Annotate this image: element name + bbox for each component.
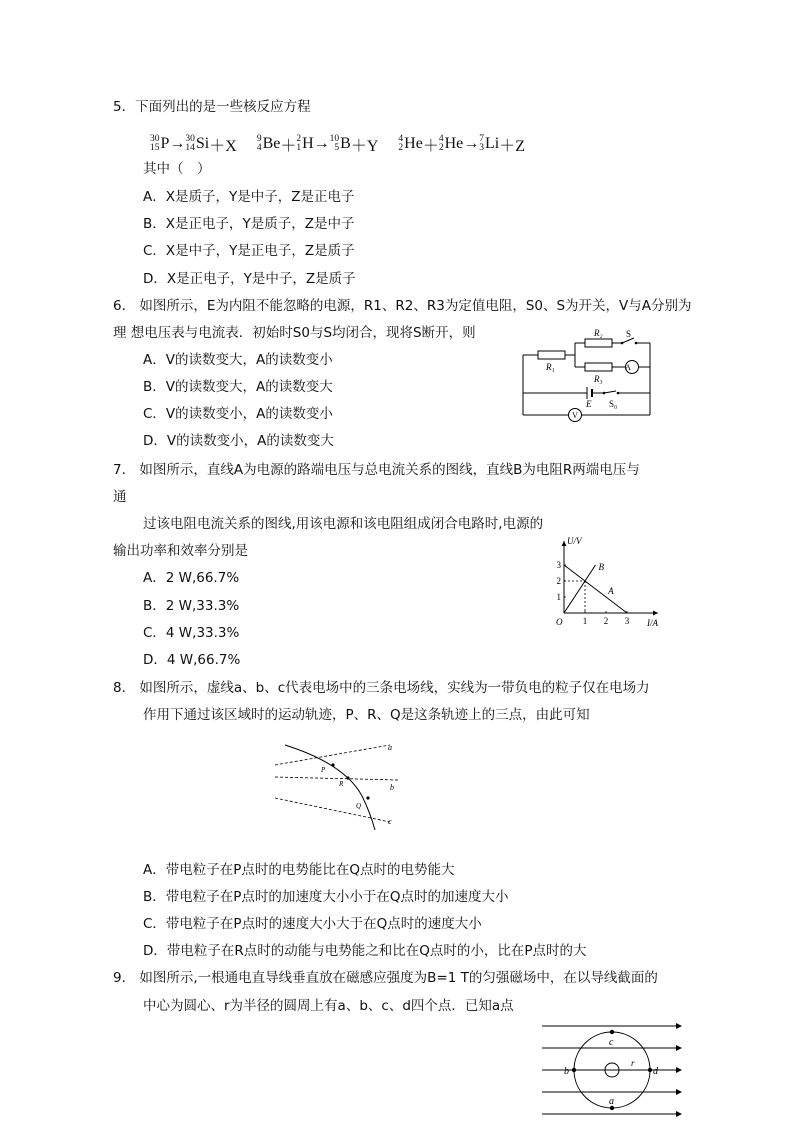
q7-ui-graph [550, 535, 665, 630]
q8-label-b: b [390, 783, 394, 792]
q7-stem-line4: 输出功率和效率分别是 [113, 543, 248, 559]
q7-x-tick-label-1: 1 [582, 616, 588, 626]
q6-label-r1: R₁ [546, 362, 555, 372]
q6-stem-line1: 6． 如图所示，E为内阻不能忽略的电源，R1、R2、R3为定值电阻，S0、S为开关，V与A分别为 [113, 298, 692, 314]
q8-field-line-b [275, 777, 398, 780]
q8-label-p: P [321, 766, 326, 774]
q6-option-a[interactable]: A．V的读数变大，A的读数变小 [143, 352, 333, 368]
q8-trajectory [285, 745, 375, 830]
q8-label-r: R [339, 780, 344, 788]
q7-stem-line2: 通 [113, 489, 127, 505]
q6-label-v: V [572, 411, 578, 420]
q9-label-r: r [631, 1058, 635, 1068]
q7-series-line-a [564, 565, 627, 613]
q9-label-c: c [609, 1037, 614, 1048]
q7-stem-line1: 7． 如图所示，直线A为电源的路端电压与总电流关系的图线，直线B为电阻R两端电压与 [113, 462, 640, 478]
q9-arrow-4 [676, 1089, 682, 1095]
q6-option-d[interactable]: D．V的读数变小，A的读数变大 [143, 433, 334, 449]
q6-label-r3: R₃ [594, 374, 603, 384]
q6-r2-resistor [585, 339, 612, 347]
q5-prompt: 其中（ ） [143, 161, 211, 177]
q6-stem-line2: 理 想电压表与电流表．初始时S0与S均闭合，现将S断开，则 [113, 325, 476, 341]
q6-r3-resistor [585, 363, 612, 371]
q7-y-tick-label-3: 3 [556, 560, 561, 570]
q6-option-b[interactable]: B．V的读数变大，A的读数变大 [143, 379, 333, 395]
q7-y-label: U/V [567, 536, 582, 546]
q9-arrow-3 [676, 1067, 682, 1073]
q6-switch-s0 [604, 391, 616, 393]
q8-option-c[interactable]: C．带电粒子在P点时的速度大小大于在Q点时的速度大小 [143, 916, 482, 932]
q5-eq3: 4 2 He ＋ 4 2 He → 7 3 Li ＋Z [398, 134, 525, 155]
q6-label-a: A [625, 363, 631, 372]
q6-label-s: S [626, 329, 632, 339]
q7-series-label-b: B [598, 562, 604, 572]
q9-label-a: a [609, 1096, 614, 1107]
q9-label-b: b [564, 1066, 569, 1077]
q9-stem-line1: 9． 如图所示,一根通电直导线垂直放在磁感应强度为B=1 T的匀强磁场中，在以导线截面的 [113, 970, 658, 986]
q8-field-line-c [275, 798, 390, 822]
q5-option-d[interactable]: D．X是正电子，Y是中子，Z是质子 [143, 271, 356, 287]
q8-label-a: a [388, 743, 392, 752]
q8-option-a[interactable]: A．带电粒子在P点时的电势能比在Q点时的电势能大 [143, 862, 455, 878]
q9-stem-line2: 中心为圆心、r为半径的圆周上有a、b、c、d四个点．已知a点 [143, 998, 514, 1014]
q8-field-line-a [275, 745, 390, 765]
q5-option-a[interactable]: A．X是质子，Y是中子，Z是正电子 [143, 189, 355, 205]
q8-stem-line1: 8． 如图所示，虚线a、b、c代表电场中的三条电场线，实线为一带负电的粒子仅在电场力 [113, 680, 650, 696]
q6-label-r2: R₂ [594, 328, 603, 338]
q9-label-d: d [653, 1066, 658, 1077]
q7-option-c[interactable]: C．4 W,33.3% [143, 625, 240, 641]
q8-option-b[interactable]: B．带电粒子在P点时的加速度大小小于在Q点时的加速度大小 [143, 889, 509, 905]
q6-option-c[interactable]: C．V的读数变小，A的读数变小 [143, 406, 333, 422]
q9-point-c [610, 1030, 614, 1034]
q7-y-tick-label-2: 2 [556, 576, 561, 586]
q7-stem-line3: 过该电阻电流关系的图线,用该电源和该电阻组成闭合电路时,电源的 [143, 516, 544, 532]
q9-arrow-2 [676, 1045, 682, 1051]
q7-x-arrow [653, 611, 658, 616]
q5-option-b[interactable]: B．X是正电子，Y是质子，Z是中子 [143, 216, 355, 232]
q6-r1-resistor [538, 351, 565, 359]
q8-point-r [346, 776, 349, 779]
q9-magnetic-field-diagram [540, 1018, 690, 1123]
q9-point-d [648, 1068, 652, 1072]
q9-arrow-1 [676, 1023, 682, 1029]
q7-y-tick-label-1: 1 [556, 592, 561, 602]
q5-option-c[interactable]: C．X是中子，Y是正电子，Z是质子 [143, 243, 355, 259]
q7-x-tick-label-2: 2 [603, 616, 609, 626]
q9-arrow-5 [676, 1111, 682, 1117]
q8-point-p [331, 763, 334, 766]
q8-stem-line2: 作用下通过该区域时的运动轨迹，P、R、Q是这条轨迹上的三点，由此可知 [143, 707, 590, 723]
q7-option-a[interactable]: A．2 W,66.7% [143, 570, 240, 586]
q6-label-e: E [586, 399, 592, 409]
q7-origin-label: O [556, 617, 563, 627]
q7-x-tick-label-3: 3 [624, 616, 630, 626]
q8-field-diagram [270, 740, 410, 835]
q8-label-c: c [388, 817, 392, 826]
q7-option-b[interactable]: B．2 W,33.3% [143, 598, 240, 614]
q6-label-s0: S₀ [609, 399, 618, 409]
q5-eq2: 9 4 Be ＋ 2 1 H → 10 5 B ＋Y [256, 134, 379, 155]
q5-equations [150, 128, 525, 156]
q7-option-d[interactable]: D．4 W,66.7% [143, 652, 241, 668]
q8-point-q [366, 796, 369, 799]
q6-circuit-diagram [515, 325, 660, 425]
q8-option-d[interactable]: D．带电粒子在R点时的动能与电势能之和比在Q点时的小，比在P点时的大 [143, 943, 587, 959]
q8-label-q: Q [356, 802, 362, 810]
q5-stem: 5．下面列出的是一些核反应方程 [113, 99, 311, 115]
q7-x-label: I/A [647, 618, 658, 628]
q5-eq1: 30 15 P → 30 14 Si ＋X [150, 134, 237, 155]
q7-y-arrow [562, 541, 567, 546]
q7-series-line-b [564, 565, 596, 613]
q9-point-b [572, 1068, 576, 1072]
q7-series-label-a: A [608, 585, 614, 596]
